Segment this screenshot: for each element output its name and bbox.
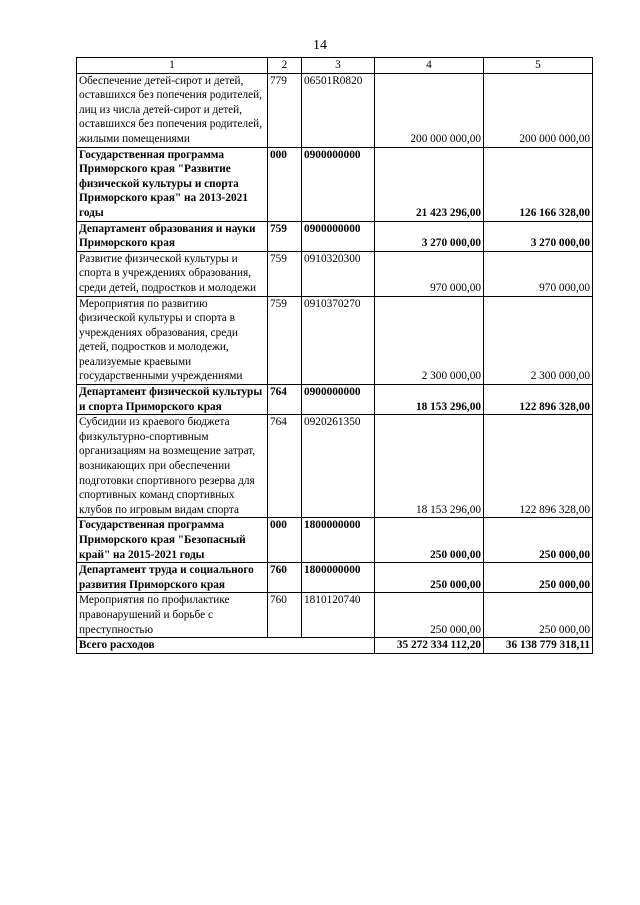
row-name: Департамент физической культуры и спорта Приморского края: [77, 385, 268, 415]
table-row: [77, 147, 593, 221]
row-name: Государственная программа Приморского края "Безопасный край" на 2015-2021 годы: [77, 518, 268, 563]
row-name: Мероприятия по развитию физической культуры и спорта в учреждениях образования, среди детей, подростков и молодежи, реализуемые краевыми государственными учреждениями: [77, 296, 268, 385]
row-sum-year1: 18 153 296,00: [375, 415, 484, 518]
row-sum-year2: 3 270 000,00: [484, 221, 593, 251]
total-row: [77, 638, 593, 654]
page-number: 14: [313, 38, 327, 53]
row-sum-year2: 250 000,00: [484, 563, 593, 593]
row-target-code: 1800000000: [302, 563, 375, 593]
row-sum-year1: 970 000,00: [375, 251, 484, 296]
row-target-code: 1810120740: [302, 593, 375, 638]
row-name: Развитие физической культуры и спорта в учреждениях образования, среди детей, подростков и молодежи: [77, 251, 268, 296]
column-header: 1: [77, 58, 268, 74]
table-row: [77, 518, 593, 563]
column-header: 2: [268, 58, 302, 74]
column-header: 3: [302, 58, 375, 74]
table-row: [77, 385, 593, 415]
row-sum-year1: 18 153 296,00: [375, 385, 484, 415]
row-department-code: 764: [268, 415, 302, 518]
total-sum-year2: 36 138 779 318,11: [484, 638, 593, 654]
table-row: [77, 221, 593, 251]
row-sum-year2: 200 000 000,00: [484, 73, 593, 147]
row-name: Мероприятия по профилактике правонарушений и борьбе с преступностью: [77, 593, 268, 638]
row-sum-year1: 3 270 000,00: [375, 221, 484, 251]
row-sum-year1: 2 300 000,00: [375, 296, 484, 385]
budget-table: [76, 57, 593, 654]
row-sum-year1: 21 423 296,00: [375, 147, 484, 221]
row-department-code: 000: [268, 518, 302, 563]
column-header: 5: [484, 58, 593, 74]
row-sum-year2: 970 000,00: [484, 251, 593, 296]
table-row: [77, 251, 593, 296]
row-department-code: 764: [268, 385, 302, 415]
row-sum-year2: 122 896 328,00: [484, 415, 593, 518]
table-row: [77, 415, 593, 518]
total-label: Всего расходов: [77, 638, 375, 654]
row-target-code: 0910370270: [302, 296, 375, 385]
row-name: Департамент образования и науки Приморского края: [77, 221, 268, 251]
row-target-code: 0900000000: [302, 385, 375, 415]
row-sum-year2: 2 300 000,00: [484, 296, 593, 385]
table-row: [77, 73, 593, 147]
row-department-code: 000: [268, 147, 302, 221]
row-name: Субсидии из краевого бюджета физкультурно-спортивным организациям на возмещение затрат, возникающих при обеспечении подготовки спортивного резерва для спортивных команд спортивных клубов по игровым видам спорта: [77, 415, 268, 518]
table-row: [77, 296, 593, 385]
table-row: [77, 593, 593, 638]
row-department-code: 759: [268, 296, 302, 385]
row-target-code: 0920261350: [302, 415, 375, 518]
row-sum-year2: 250 000,00: [484, 593, 593, 638]
table-row: [77, 563, 593, 593]
table-header-row: [77, 58, 593, 74]
total-sum-year1: 35 272 334 112,20: [375, 638, 484, 654]
row-target-code: 1800000000: [302, 518, 375, 563]
row-department-code: 759: [268, 251, 302, 296]
row-sum-year1: 250 000,00: [375, 518, 484, 563]
row-sum-year1: 250 000,00: [375, 593, 484, 638]
column-header: 4: [375, 58, 484, 74]
row-department-code: 759: [268, 221, 302, 251]
row-department-code: 779: [268, 73, 302, 147]
row-target-code: 0900000000: [302, 221, 375, 251]
row-department-code: 760: [268, 593, 302, 638]
row-target-code: 0910320300: [302, 251, 375, 296]
row-name: Государственная программа Приморского края "Развитие физической культуры и спорта Приморского края" на 2013-2021 годы: [77, 147, 268, 221]
row-sum-year2: 250 000,00: [484, 518, 593, 563]
row-name: Обеспечение детей-сирот и детей, оставшихся без попечения родителей, лиц из числа детей-сирот и детей, оставшихся без попечения родителей, жилыми помещениями: [77, 73, 268, 147]
row-name: Департамент труда и социального развития Приморского края: [77, 563, 268, 593]
row-target-code: 0900000000: [302, 147, 375, 221]
row-sum-year1: 200 000 000,00: [375, 73, 484, 147]
row-department-code: 760: [268, 563, 302, 593]
row-sum-year2: 122 896 328,00: [484, 385, 593, 415]
row-sum-year2: 126 166 328,00: [484, 147, 593, 221]
row-target-code: 06501R0820: [302, 73, 375, 147]
row-sum-year1: 250 000,00: [375, 563, 484, 593]
